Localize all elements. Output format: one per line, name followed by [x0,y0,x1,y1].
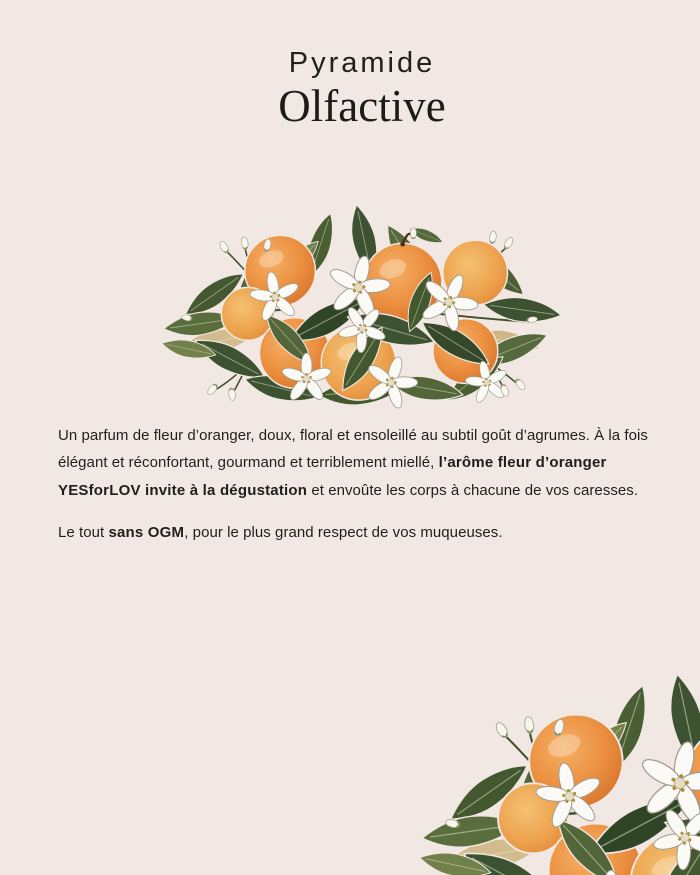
paragraph-text-segment: Un parfum de fleur d’oranger, doux, floral et ensoleillé au subtil goût d’agrumes. À la fois élégant et réconfortant, gourmand et terriblement miellé, [58,427,648,472]
description-paragraph-2 [58,519,650,546]
section-title: Olfactive [278,81,446,131]
paragraph-text-segment: Le tout [58,524,109,542]
paragraph-text-segment: et envoûte les corps à chacune de vos caresses. [307,481,639,499]
product-description [58,422,650,562]
orange-blossom-bouquet-illustration [163,204,556,405]
paragraph-bold-segment: l’arôme fleur d’oranger YESforLOV invite à la dégustation [58,454,607,499]
section-subtitle: Pyramide [288,47,436,79]
paragraph-bold-segment: sans OGM [108,524,185,542]
section-header [0,46,700,130]
orange-blossom-bouquet-corner-illustration [421,673,700,875]
paragraph-text-segment: , pour le plus grand respect de vos muqueuses. [184,524,503,542]
description-paragraph-1 [58,422,650,504]
